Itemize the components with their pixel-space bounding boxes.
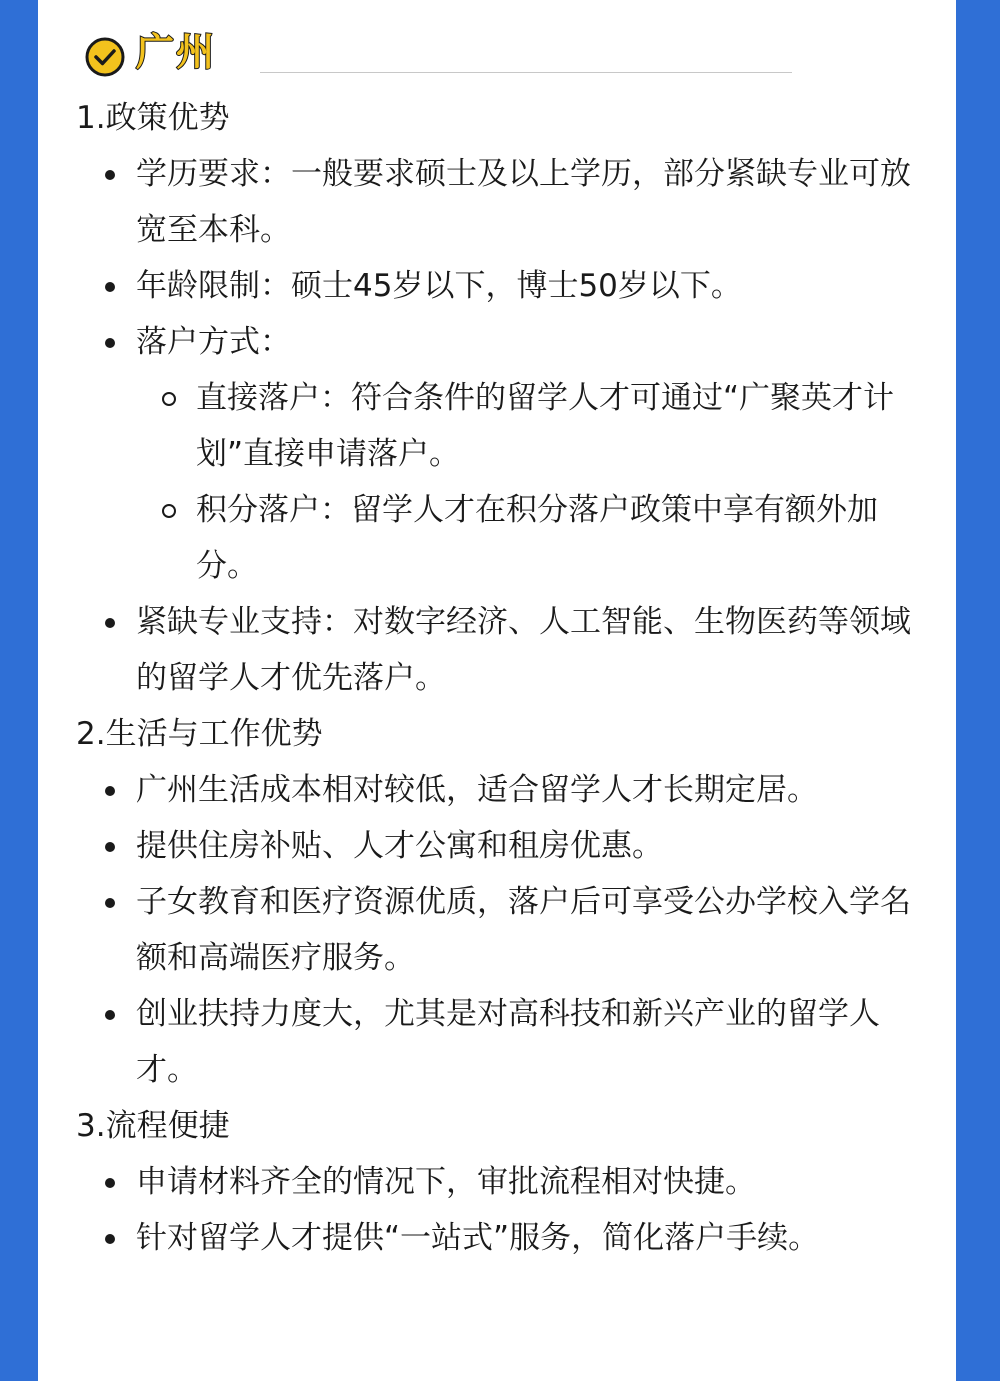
list-item: 广州生活成本相对较低，适合留学人才长期定居。 [76, 762, 916, 818]
list-item: 提供住房补贴、人才公寓和租房优惠。 [76, 818, 916, 874]
section-heading [84, 28, 764, 80]
bullet-list [76, 762, 916, 1098]
heading-divider [260, 72, 792, 73]
list-item: 年龄限制：硕士45岁以下，博士50岁以下。 [76, 258, 916, 314]
list-item: 子女教育和医疗资源优质，落户后可享受公办学校入学名额和高端医疗服务。 [76, 874, 916, 986]
section-title: 1.政策优势 [76, 100, 230, 136]
sub-list-item: 积分落户：留学人才在积分落户政策中享有额外加分。 [76, 482, 916, 594]
bullet-list [76, 1154, 916, 1266]
list-item: 落户方式： [76, 314, 916, 370]
check-circle-icon [84, 36, 126, 78]
document-page [38, 0, 956, 1381]
heading-title: 广州 [136, 30, 217, 74]
list-item: 创业扶持力度大，尤其是对高科技和新兴产业的留学人才。 [76, 986, 916, 1098]
list-item: 紧缺专业支持：对数字经济、人工智能、生物医药等领域的留学人才优先落户。 [76, 594, 916, 706]
list-item: 针对留学人才提供“一站式”服务，简化落户手续。 [76, 1210, 916, 1266]
list-item: 申请材料齐全的情况下，审批流程相对快捷。 [76, 1154, 916, 1210]
section-title: 2.生活与工作优势 [76, 716, 323, 752]
bullet-list [76, 146, 916, 706]
sub-list-item: 直接落户：符合条件的留学人才可通过“广聚英才计划”直接申请落户。 [76, 370, 916, 482]
section-title: 3.流程便捷 [76, 1108, 230, 1144]
list-item: 学历要求：一般要求硕士及以上学历，部分紧缺专业可放宽至本科。 [76, 146, 916, 258]
document-content [76, 90, 916, 1266]
